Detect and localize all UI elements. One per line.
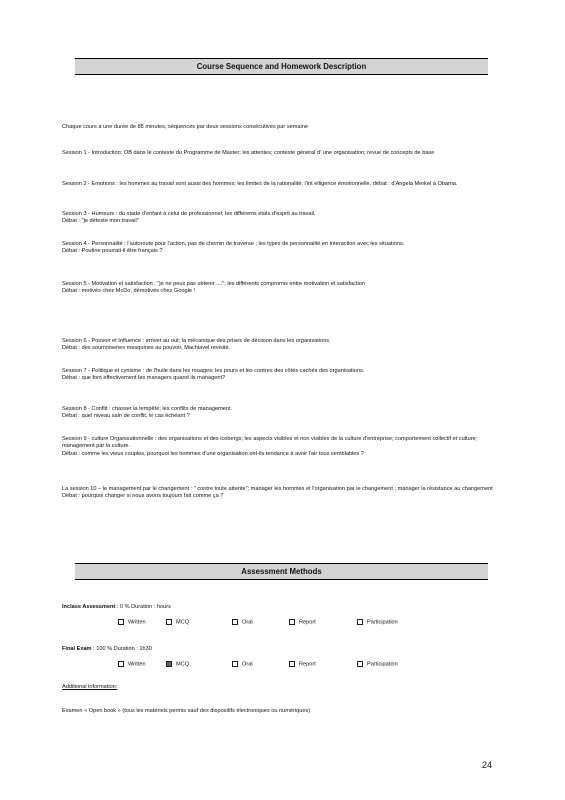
inclass-assessment-line	[62, 604, 171, 611]
inclass-option-mcq[interactable]	[166, 619, 189, 625]
option-label: Written	[128, 619, 146, 626]
final-option-participation[interactable]	[357, 661, 398, 667]
checkbox-icon[interactable]	[118, 619, 124, 625]
session-debate: Débat : comme les vieux couples, pourquoi les hommes d'une organisation ont-ils tendance à avoir l'air tous semblables ?	[62, 450, 364, 457]
session-description: Session 4 - Personnalité : l'autoroute pour l'action, pas de chemin de traverse ; les types de personnalité en interaction avec les situations.	[62, 241, 405, 247]
section-title: Assessment Methods	[241, 566, 322, 576]
option-label: Report	[299, 661, 316, 668]
session-item	[62, 368, 500, 383]
section-title: Course Sequence and Homework Description	[196, 61, 367, 71]
session-debate: Débat : des soumoiseries mesquines au pouvoir, Machiavel revisité.	[62, 345, 231, 352]
checkbox-icon[interactable]	[232, 661, 238, 667]
session-debate: Débat : pourquoi changer si nous avons toujours fait comme ça ?	[62, 493, 224, 500]
session-item	[62, 241, 500, 256]
checkbox-icon[interactable]	[118, 661, 124, 667]
session-description: Session 6 - Pouvoir et Influence : arriver au out; la mécanique des prises de décision dans les organisations.	[62, 338, 331, 344]
session-description: Session 2 - Emotions : les hommes au travail sont aussi des hommes; les limites de la rationalité; l'int elligence émotionnelle. débat : d'Angela Merkel à Obama.	[62, 181, 458, 187]
checkbox-icon[interactable]	[166, 619, 172, 625]
session-description: Session 5 - Motivation et satisfaction : "je ne peux pas obtenir ...."; les différents compromis entre motivation et satisfaction	[62, 281, 365, 287]
final-label: Final Exam	[62, 646, 92, 652]
session-item	[62, 486, 500, 501]
final-details: : 100 % Duration : 1h30	[93, 646, 152, 652]
session-debate: Débat : Poutine pourrait-il être français ?	[62, 248, 163, 255]
final-exam-line	[62, 646, 152, 653]
option-label: MCQ	[176, 661, 190, 668]
inclass-details: : 0 % Duration : hours	[116, 604, 171, 610]
section-header-assessment	[75, 563, 488, 580]
final-option-mcq[interactable]	[166, 661, 189, 667]
final-option-oral[interactable]	[232, 661, 253, 667]
session-debate: Débat : quel niveau sain de conflit, le cas échéant ?	[62, 413, 190, 420]
exam-note: Examen « Open book » (tous les matériels permis sauf des dispositifs électroniques ou numériques)	[62, 708, 311, 714]
checkbox-icon[interactable]	[357, 619, 363, 625]
section-header-course-sequence	[75, 58, 488, 75]
additional-information: Additional information:	[62, 684, 118, 690]
session-item	[62, 150, 500, 157]
final-option-report[interactable]	[289, 661, 316, 667]
option-label: Participation	[367, 619, 398, 626]
checkbox-icon[interactable]	[289, 661, 295, 667]
final-option-written[interactable]	[118, 661, 146, 667]
session-item	[62, 281, 500, 296]
session-debate: Débat : que font effectivement les managers quand ils managent?	[62, 375, 226, 382]
option-label: Oral	[242, 661, 253, 668]
inclass-option-report[interactable]	[289, 619, 316, 625]
option-label: Report	[299, 619, 316, 626]
session-item	[62, 436, 500, 458]
session-debate: Débat : motivés chez McDo, démotivés chez Google !	[62, 288, 196, 295]
session-description: Session 9 - culture Organisationnelle : des organisations et des icebergs; les aspects visibles et non visibles de la culture d'entreprise; comportement collectif et culture; management par la culture.	[62, 436, 478, 450]
checkbox-icon[interactable]	[232, 619, 238, 625]
inclass-option-oral[interactable]	[232, 619, 253, 625]
page-number: 24	[482, 760, 493, 770]
session-description: Session 3 - Humeurs : du stade d'enfant à celui de professionnel; les différents états d'esprit au travail.	[62, 211, 316, 217]
session-item	[62, 338, 500, 353]
option-label: Written	[128, 661, 146, 668]
session-description: La session 10 – le management par le changement : " contre toute attente"; manager les hommes et l'organisation par le changement ; manager la résistance au changement	[62, 486, 493, 492]
checkbox-icon[interactable]	[357, 661, 363, 667]
session-description: Session 1 - Introduction: OB dans le contexte du Programme de Master; les attentes; contexte général d' une organisation; revue de concepts de base	[62, 150, 435, 156]
session-item	[62, 211, 500, 226]
session-item	[62, 181, 500, 188]
inclass-option-written[interactable]	[118, 619, 146, 625]
session-item	[62, 406, 500, 421]
option-label: MCQ	[176, 619, 190, 626]
session-debate: Débat : "je déteste mon travail"	[62, 218, 139, 225]
intro-text: Chaque cours a une durée de 85 minutes, séquencés par deux sessions consécutives par semaine	[62, 124, 308, 130]
inclass-label: Inclass Assessment	[62, 604, 116, 610]
session-description: Session 8 - Conflit : chasser la tempête; les conflits de management.	[62, 406, 233, 412]
session-description: Session 7 - Politique et cynisme : de l'huile dans les rouages; les pours et les contres des côtés cachés des organisations.	[62, 368, 365, 374]
inclass-option-participation[interactable]	[357, 619, 398, 625]
checkbox-icon[interactable]	[289, 619, 295, 625]
checkbox-icon[interactable]	[166, 661, 172, 667]
option-label: Participation	[367, 661, 398, 668]
option-label: Oral	[242, 619, 253, 626]
